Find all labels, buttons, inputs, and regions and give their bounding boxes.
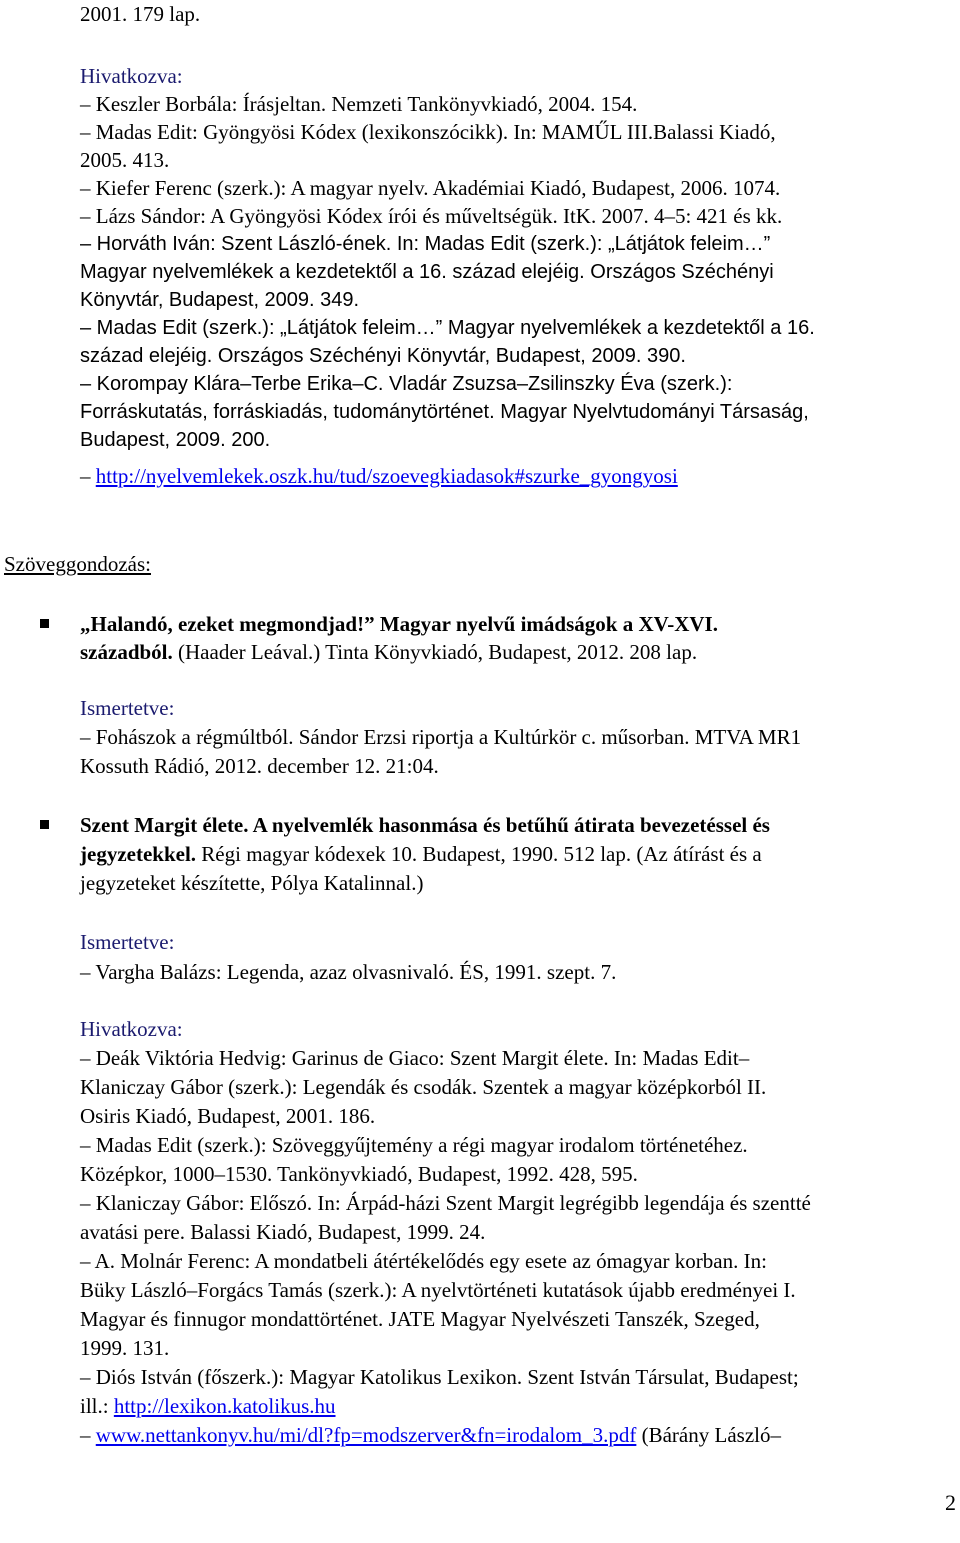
reference-link-line: – www.nettankonyv.hu/mi/dl?fp=modszerver&fn=irodalom_3.pdf (Bárány László– <box>80 1423 781 1447</box>
reference-item-cont: Középkor, 1000–1530. Tankönyvkiadó, Budapest, 1992. 428, 595. <box>80 1162 638 1186</box>
reference-item: – Madas Edit: Gyöngyösi Kódex (lexikonszócikk). In: MAMŰL III.Balassi Kiadó, <box>80 120 776 144</box>
reference-item-cont: Forráskutatás, forráskiadás, tudománytörténet. Magyar Nyelvtudományi Társaság, <box>80 401 809 423</box>
reference-item: – Diós István (főszerk.): Magyar Katolikus Lexikon. Szent István Társulat, Budapest; <box>80 1365 799 1389</box>
section-label-cited: Hivatkozva: <box>80 1017 183 1041</box>
section-heading: Szöveggondozás: <box>4 552 151 576</box>
reference-item: – Korompay Klára–Terbe Erika–C. Vladár Zsuzsa–Zsilinszky Éva (szerk.): <box>80 373 733 395</box>
reference-item-cont: 1999. 131. <box>80 1336 170 1360</box>
reference-item-cont: 2005. 413. <box>80 148 170 172</box>
reference-item-cont: Osiris Kiadó, Budapest, 2001. 186. <box>80 1104 376 1128</box>
reference-item-cont: Budapest, 2009. 200. <box>80 429 271 451</box>
entry-details: jegyzetekkel. Régi magyar kódexek 10. Budapest, 1990. 512 lap. (Az átírást és a <box>80 842 762 866</box>
reference-item-cont: Könyvtár, Budapest, 2009. 349. <box>80 289 360 311</box>
reference-link-line: ill.: http://lexikon.katolikus.hu <box>80 1394 336 1418</box>
reference-item-cont: Büky László–Forgács Tamás (szerk.): A nyelvtörténeti kutatások újabb eredményei I. <box>80 1278 796 1302</box>
text-line: 2001. 179 lap. <box>80 2 201 26</box>
entry-details: századból. (Haader Leával.) Tinta Könyvkiadó, Budapest, 2012. 208 lap. <box>80 640 698 664</box>
review-item: – Vargha Balázs: Legenda, azaz olvasnivaló. ÉS, 1991. szept. 7. <box>80 960 617 984</box>
reference-item-cont: avatási pere. Balassi Kiadó, Budapest, 1999. 24. <box>80 1220 486 1244</box>
bullet-icon <box>40 619 49 628</box>
reference-item: – Keszler Borbála: Írásjeltan. Nemzeti Tankönyvkiadó, 2004. 154. <box>80 92 638 116</box>
reference-item: – Lázs Sándor: A Gyöngyösi Kódex írói és műveltségük. ItK. 2007. 4–5: 421 és kk. <box>80 204 783 228</box>
reference-item-cont: Magyar és finnugor mondattörténet. JATE Magyar Nyelvészeti Tanszék, Szeged, <box>80 1307 760 1331</box>
reference-item: – Deák Viktória Hedvig: Garinus de Giaco: Szent Margit élete. In: Madas Edit– <box>80 1046 750 1070</box>
reference-item: – Horváth Iván: Szent László-ének. In: Madas Edit (szerk.): „Látjátok feleim…” <box>80 233 771 255</box>
section-label-cited: Hivatkozva: <box>80 64 183 88</box>
entry-title: „Halandó, ezeket megmondjad!” Magyar nyelvű imádságok a XV-XVI. <box>80 612 718 636</box>
reference-link[interactable]: www.nettankonyv.hu/mi/dl?fp=modszerver&fn=irodalom_3.pdf <box>95 1423 637 1447</box>
reference-link[interactable]: http://lexikon.katolikus.hu <box>113 1394 336 1418</box>
page-number: 2 <box>945 1490 956 1515</box>
reference-item-cont: Klaniczay Gábor (szerk.): Legendák és csodák. Szentek a magyar középkorból II. <box>80 1075 767 1099</box>
reference-item-cont: Magyar nyelvemlékek a kezdetektől a 16. század elejéig. Országos Széchényi <box>80 261 774 283</box>
reference-item: – Klaniczay Gábor: Előszó. In: Árpád-házi Szent Margit legrégibb legendája és szentté <box>80 1191 811 1215</box>
reference-item: – A. Molnár Ferenc: A mondatbeli átértékelődés egy esete az ómagyar korban. In: <box>80 1249 767 1273</box>
reference-item-cont: század elejéig. Országos Széchényi Könyvtár, Budapest, 2009. 390. <box>80 345 686 367</box>
reference-item: – Madas Edit (szerk.): Szöveggyűjtemény a régi magyar irodalom történetéhez. <box>80 1133 748 1157</box>
reference-link-line: – http://nyelvemlekek.oszk.hu/tud/szoevegkiadasok#szurke_gyongyosi <box>80 464 678 488</box>
bullet-icon <box>40 820 49 829</box>
reference-item: – Kiefer Ferenc (szerk.): A magyar nyelv. Akadémiai Kiadó, Budapest, 2006. 1074. <box>80 176 781 200</box>
review-item: – Fohászok a régmúltból. Sándor Erzsi riportja a Kultúrkör c. műsorban. MTVA MR1 <box>80 725 802 749</box>
section-label-reviewed: Ismertetve: <box>80 696 175 720</box>
entry-title: Szent Margit élete. A nyelvemlék hasonmása és betűhű átirata bevezetéssel és <box>80 813 770 837</box>
reference-item: – Madas Edit (szerk.): „Látjátok feleim…” Magyar nyelvemlékek a kezdetektől a 16. <box>80 317 815 339</box>
reference-link[interactable]: http://nyelvemlekek.oszk.hu/tud/szoevegkiadasok#szurke_gyongyosi <box>95 464 678 488</box>
entry-details-cont: jegyzeteket készítette, Pólya Katalinnal.) <box>80 871 424 895</box>
section-label-reviewed: Ismertetve: <box>80 930 175 954</box>
review-item-cont: Kossuth Rádió, 2012. december 12. 21:04. <box>80 754 439 778</box>
